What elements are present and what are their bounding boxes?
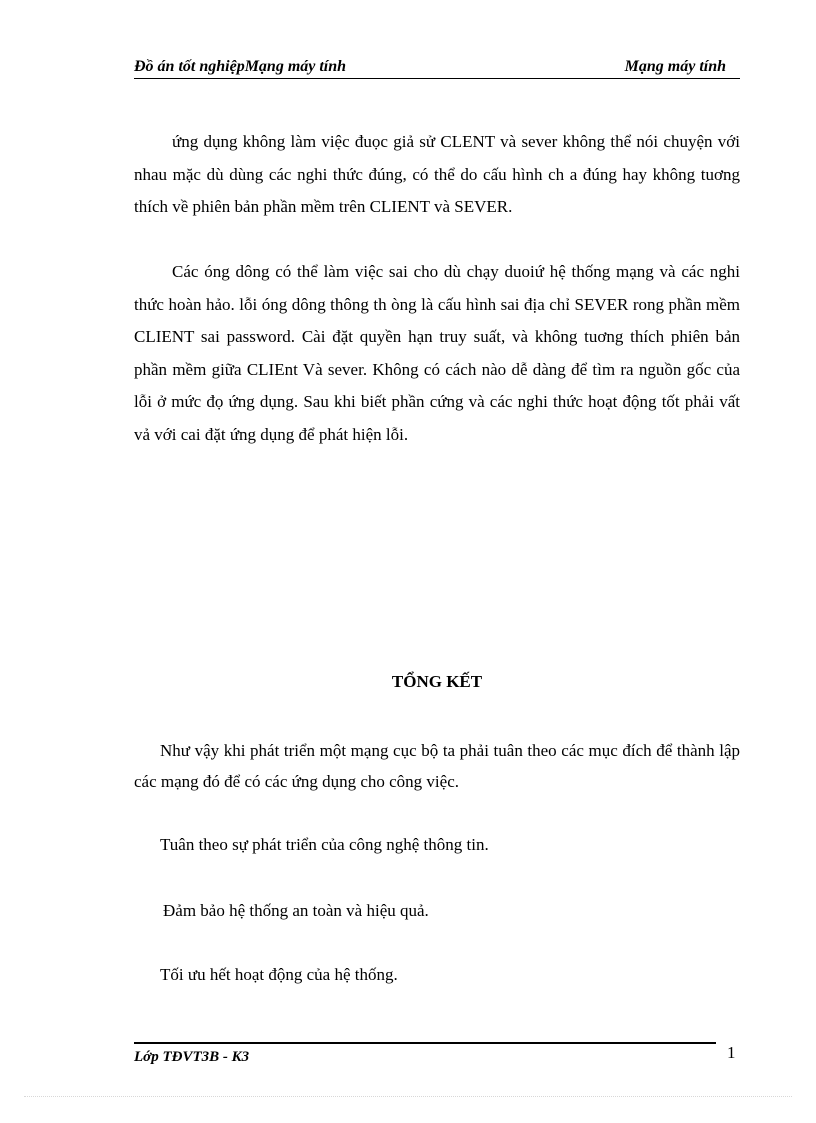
footer-class-label: Lớp TĐVT3B - K3 [134, 1049, 250, 1065]
footer-divider [134, 1042, 716, 1044]
summary-item-3: Tối ưu hết hoạt động của hệ thống. [160, 965, 398, 984]
paragraph-2 [134, 256, 740, 451]
paragraph-1 [134, 126, 740, 224]
header-subject: Mạng máy tính [624, 58, 726, 75]
paragraph-2-text: Các óng dông có thể làm việc sai cho dù chạy duoiứ hệ thống mạng và các nghi thức hoàn hảo. lỗi óng dông thông th òng là cấu hình sai địa chỉ SEVER rong phần mềm CLIENT sai password. Cài đặt quyền hạn truy suất, và không tuơng thích phiên bản phần mềm giữa CLIEnt Và sever. Không có cách nào dễ dàng để tìm ra nguồn gốc của lỗi ở mức đọ ứng dụng. Sau khi biết phần cứng và các nghi thức hoạt động tốt phải vất vả với cai đặt ứng dụng để phát hiện lỗi. [134, 262, 740, 444]
header-document-title: Đồ án tốt nghiệpMạng máy tính [134, 58, 347, 75]
page-header [134, 56, 740, 79]
summary-item-1: Tuân theo sự phát triển của công nghệ thông tin. [160, 835, 489, 854]
page-bottom-divider [24, 1096, 792, 1097]
summary-intro [134, 735, 740, 797]
summary-item-2: Đảm bảo hệ thống an toàn và hiệu quả. [163, 901, 429, 920]
paragraph-1-text: ứng dụng không làm việc đuọc giả sử CLENT và sever không thể nói chuyện với nhau mặc dù dùng các nghi thức đúng, có thể do cấu hình ch a đúng hay không tuơng thích về phiên bản phần mềm trên CLIENT và SEVER. [134, 132, 740, 216]
page-number: 1 [727, 1043, 736, 1062]
summary-intro-text: Như vậy khi phát triển một mạng cục bộ ta phải tuân theo các mục đích để thành lập các mạng đó để có các ứng dụng cho công việc. [134, 741, 740, 791]
summary-title: TỔNG KẾT [391, 672, 483, 691]
